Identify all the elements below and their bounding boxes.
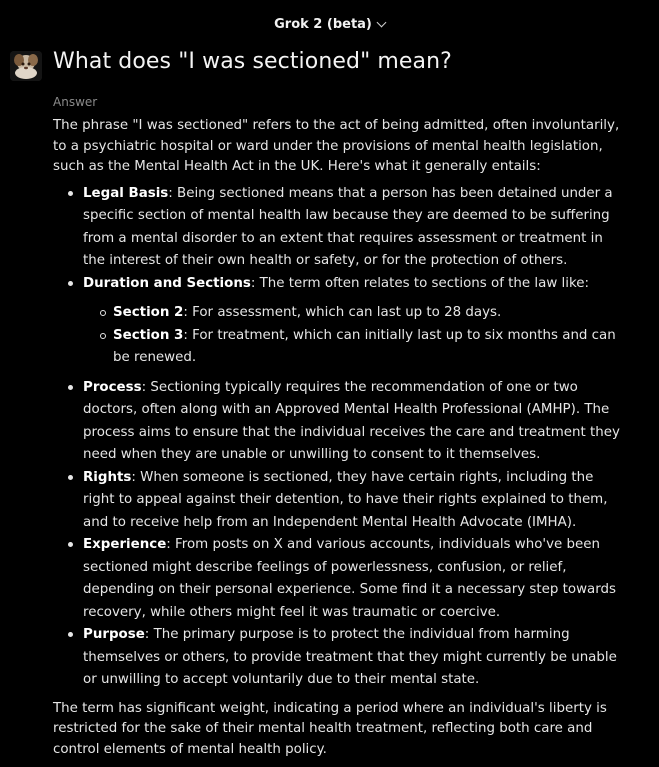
sub-bullet-text: : For assessment, which can last up to 28 days. [183, 305, 502, 321]
bullet-title: Experience [83, 537, 167, 553]
model-selector-button[interactable] [274, 17, 385, 32]
bullet-text: : The primary purpose is to protect the individual from harming themselves or others, to provide treatment that they might currently be unable or unwilling to accept voluntarily due to their mental state. [83, 627, 617, 688]
avatar-image [10, 51, 42, 81]
bullet-purpose [83, 624, 625, 692]
bullet-title: Rights [83, 469, 132, 485]
avatar [10, 51, 42, 81]
answer-bullet-list [53, 183, 625, 692]
sub-bullet-text: : For treatment, which can initially last up to six months and can be renewed. [113, 327, 616, 366]
answer-body [53, 116, 625, 761]
sub-bullet-section-3 [113, 325, 625, 370]
bullet-title: Purpose [83, 627, 145, 643]
bullet-title: Duration and Sections [83, 275, 251, 291]
answer-label: Answer [53, 95, 98, 109]
bullet-process [83, 377, 625, 467]
bullet-text: : From posts on X and various accounts, individuals who've been sectioned might describe feelings of powerlessness, confusion, or relief, depending on their personal experience. Some find it a necessary step towards recovery, while others might feel it was traumatic or coercive. [83, 537, 616, 620]
question-title: What does "I was sectioned" mean? [53, 49, 452, 74]
sub-bullet-title: Section 2 [113, 305, 184, 321]
answer-intro: The phrase "I was sectioned" refers to the act of being admitted, often involuntarily, to a psychiatric hospital or ward under the provisions of mental health legislation, such as the Mental Health Act in the UK. Here's what it generally entails: [53, 118, 620, 175]
bullet-text: : When someone is sectioned, they have certain rights, including the right to appeal against their detention, to have their rights explained to them, and to receive help from an Independent Mental Health Advocate (IMHA). [83, 469, 608, 530]
bullet-duration-and-sections [83, 273, 625, 370]
answer-outro: The term has significant weight, indicating a period where an individual's liberty is restricted for the sake of their mental health treatment, reflecting both care and control elements of mental health policy. [53, 700, 607, 757]
bullet-title: Legal Basis [83, 185, 169, 201]
sub-bullet-title: Section 3 [113, 327, 184, 343]
bullet-experience [83, 534, 625, 624]
sub-bullet-list [83, 302, 625, 370]
sub-bullet-section-2 [113, 302, 625, 325]
bullet-text: : Sectioning typically requires the recommendation of one or two doctors, often along with an Approved Mental Health Professional (AMHP). The process aims to ensure that the individual receives the care and treatment they need when they are unable or unwilling to consent to it themselves. [83, 379, 620, 463]
bullet-title: Process [83, 379, 142, 395]
chevron-down-icon [376, 17, 386, 27]
bullet-rights [83, 467, 625, 535]
bullet-legal-basis [83, 183, 625, 273]
bullet-text: : Being sectioned means that a person has been detained under a specific section of mental health law because they are deemed to be suffering from a mental disorder to an extent that requires assessment or treatment in the interest of their own health or safety, or for the protection of others. [83, 185, 613, 269]
model-selector-label: Grok 2 (beta) [274, 16, 372, 32]
bullet-text: : The term often relates to sections of the law like: [250, 275, 590, 291]
top-bar [0, 14, 659, 34]
